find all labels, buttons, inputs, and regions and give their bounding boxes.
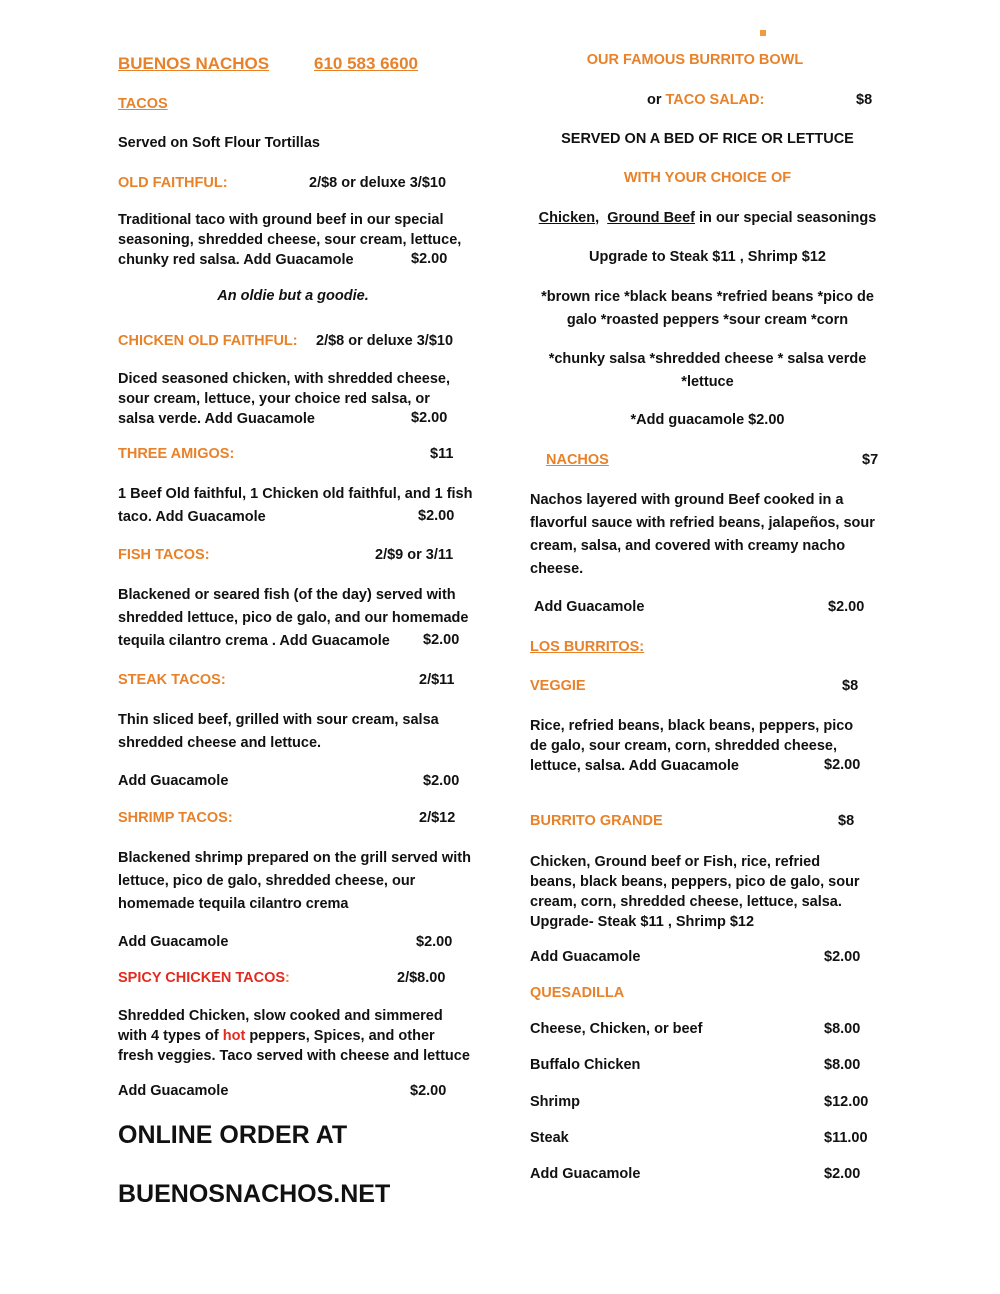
old-faithful-price: 2/$8 or deluxe 3/$10 bbox=[309, 175, 447, 191]
fish-tacos-name: FISH TACOS: bbox=[118, 547, 210, 563]
burrito-bowl-price: $8 bbox=[856, 92, 873, 108]
chicken-old-faithful-price: 2/$8 or deluxe 3/$10 bbox=[316, 333, 454, 349]
chicken-old-faithful-desc: Diced seasoned chicken, with shredded cheese, sour cream, lettuce, your choice red salsa, or salsa verde. Add Guacamole bbox=[118, 371, 451, 427]
spicy-chicken-guac-label: Add Guacamole bbox=[118, 1083, 229, 1099]
old-faithful-guac-price: $2.00 bbox=[411, 251, 448, 267]
veggie-price: $8 bbox=[842, 678, 859, 694]
three-amigos-desc: 1 Beef Old faithful, 1 Chicken old faithful, and 1 fish taco. Add Guacamole bbox=[118, 486, 473, 525]
quesadilla-item-name: Shrimp bbox=[530, 1094, 580, 1110]
shrimp-tacos-guac-price: $2.00 bbox=[416, 934, 453, 950]
chicken-old-faithful-guac-price: $2.00 bbox=[411, 410, 448, 426]
old-faithful-name: OLD FAITHFUL: bbox=[118, 175, 228, 191]
spicy-chicken-price: 2/$8.00 bbox=[397, 970, 446, 986]
restaurant-name: BUENOS NACHOS bbox=[118, 54, 270, 73]
spicy-chicken-guac-price: $2.00 bbox=[410, 1083, 447, 1099]
shrimp-tacos-guac-label: Add Guacamole bbox=[118, 934, 229, 950]
fish-tacos-desc: Blackened or seared fish (of the day) served with shredded lettuce, pico de galo, and our homemade tequila cilantro crema . Add Guacamole bbox=[118, 587, 469, 649]
three-amigos-guac-price: $2.00 bbox=[418, 508, 455, 524]
old-faithful-desc: Traditional taco with ground beef in our special seasoning, shredded cheese, sour cream, lettuce, chunky red salsa. Add Guacamole bbox=[118, 212, 462, 268]
shrimp-tacos-price: 2/$12 bbox=[419, 810, 456, 826]
quesadilla-item-price: $11.00 bbox=[824, 1130, 868, 1146]
nachos-guac-price: $2.00 bbox=[828, 599, 865, 615]
steak-tacos-price: 2/$11 bbox=[419, 672, 455, 688]
quesadilla-item-name: Cheese, Chicken, or beef bbox=[530, 1021, 703, 1037]
burrito-grande-name: BURRITO GRANDE bbox=[530, 813, 663, 829]
steak-tacos-name: STEAK TACOS: bbox=[118, 672, 226, 688]
burrito-bowl-title: OUR FAMOUS BURRITO BOWL bbox=[586, 52, 804, 68]
shrimp-tacos-desc: Blackened shrimp prepared on the grill served with lettuce, pico de galo, shredded cheese, our homemade tequila cilantro crema bbox=[118, 850, 471, 912]
veggie-desc: Rice, refried beans, black beans, peppers, pico de galo, sour cream, corn, shredded cheese, lettuce, salsa. Add Guacamole bbox=[530, 718, 854, 774]
nachos-desc: Nachos layered with ground Beef cooked in a flavorful sauce with refried beans, jalapeños, sour cream, salsa, and covered with creamy nacho cheese. bbox=[530, 492, 875, 577]
veggie-name: VEGGIE bbox=[530, 678, 586, 694]
bowl-toppings-2: *chunky salsa *shredded cheese * salsa verde *lettuce bbox=[548, 351, 867, 390]
bowl-toppings-1: *brown rice *black beans *refried beans *pico de galo *roasted peppers *sour cream *corn bbox=[541, 289, 874, 328]
old-faithful-tagline: An oldie but a goodie. bbox=[217, 288, 369, 304]
burritos-heading: LOS BURRITOS: bbox=[530, 639, 645, 655]
nachos-name: NACHOS bbox=[546, 452, 609, 468]
three-amigos-name: THREE AMIGOS: bbox=[118, 446, 235, 462]
spicy-chicken-desc: Shredded Chicken, slow cooked and simmered with 4 types of hot peppers, Spices, and other fresh veggies. Taco served with cheese and lettuce bbox=[118, 1008, 470, 1064]
bowl-protein-line: Chicken, Ground Beef in our special seasonings bbox=[538, 210, 877, 226]
nachos-guac-label: Add Guacamole bbox=[534, 599, 645, 615]
quesadilla-item-name: Add Guacamole bbox=[530, 1166, 641, 1182]
fish-tacos-price: 2/$9 or 3/11 bbox=[375, 547, 454, 563]
veggie-guac-price: $2.00 bbox=[824, 757, 861, 773]
quesadilla-item-price: $8.00 bbox=[824, 1021, 861, 1037]
spicy-chicken-name: SPICY CHICKEN TACOS: bbox=[118, 970, 290, 986]
online-order-line1: ONLINE ORDER AT bbox=[118, 1121, 348, 1149]
phone-number: 610 583 6600 bbox=[314, 54, 418, 73]
burrito-grande-price: $8 bbox=[838, 813, 855, 829]
burrito-grande-guac-label: Add Guacamole bbox=[530, 949, 641, 965]
online-order-url[interactable]: BUENOSNACHOS.NET bbox=[118, 1180, 391, 1208]
quesadilla-heading: QUESADILLA bbox=[530, 985, 625, 1001]
steak-tacos-guac-label: Add Guacamole bbox=[118, 773, 229, 789]
taco-salad-line: or TACO SALAD: bbox=[647, 92, 765, 108]
steak-tacos-guac-price: $2.00 bbox=[423, 773, 460, 789]
bowl-choice-heading: WITH YOUR CHOICE OF bbox=[623, 170, 792, 186]
quesadilla-item-price: $2.00 bbox=[824, 1166, 861, 1182]
tacos-heading: TACOS bbox=[118, 96, 168, 112]
decorative-dot bbox=[760, 30, 766, 36]
bowl-guac: *Add guacamole $2.00 bbox=[630, 412, 785, 428]
chicken-old-faithful-name: CHICKEN OLD FAITHFUL: bbox=[118, 333, 298, 349]
nachos-price: $7 bbox=[862, 452, 879, 468]
quesadilla-item-price: $12.00 bbox=[824, 1094, 869, 1110]
burrito-grande-guac-price: $2.00 bbox=[824, 949, 861, 965]
quesadilla-item-name: Steak bbox=[530, 1130, 569, 1146]
bowl-upgrade: Upgrade to Steak $11 , Shrimp $12 bbox=[589, 249, 826, 265]
tacos-intro: Served on Soft Flour Tortillas bbox=[118, 135, 320, 151]
burrito-grande-desc: Chicken, Ground beef or Fish, rice, refried beans, black beans, peppers, pico de galo, sour cream, corn, shredded cheese, lettuce, salsa. Upgrade- Steak $11 , Shrimp $12 bbox=[530, 854, 860, 930]
quesadilla-item-price: $8.00 bbox=[824, 1057, 861, 1073]
three-amigos-price: $11 bbox=[430, 446, 454, 462]
quesadilla-item-name: Buffalo Chicken bbox=[530, 1057, 641, 1073]
shrimp-tacos-name: SHRIMP TACOS: bbox=[118, 810, 233, 826]
steak-tacos-desc: Thin sliced beef, grilled with sour cream, salsa shredded cheese and lettuce. bbox=[118, 712, 439, 751]
bowl-served-on: SERVED ON A BED OF RICE OR LETTUCE bbox=[561, 131, 854, 147]
fish-tacos-guac-price: $2.00 bbox=[423, 632, 460, 648]
